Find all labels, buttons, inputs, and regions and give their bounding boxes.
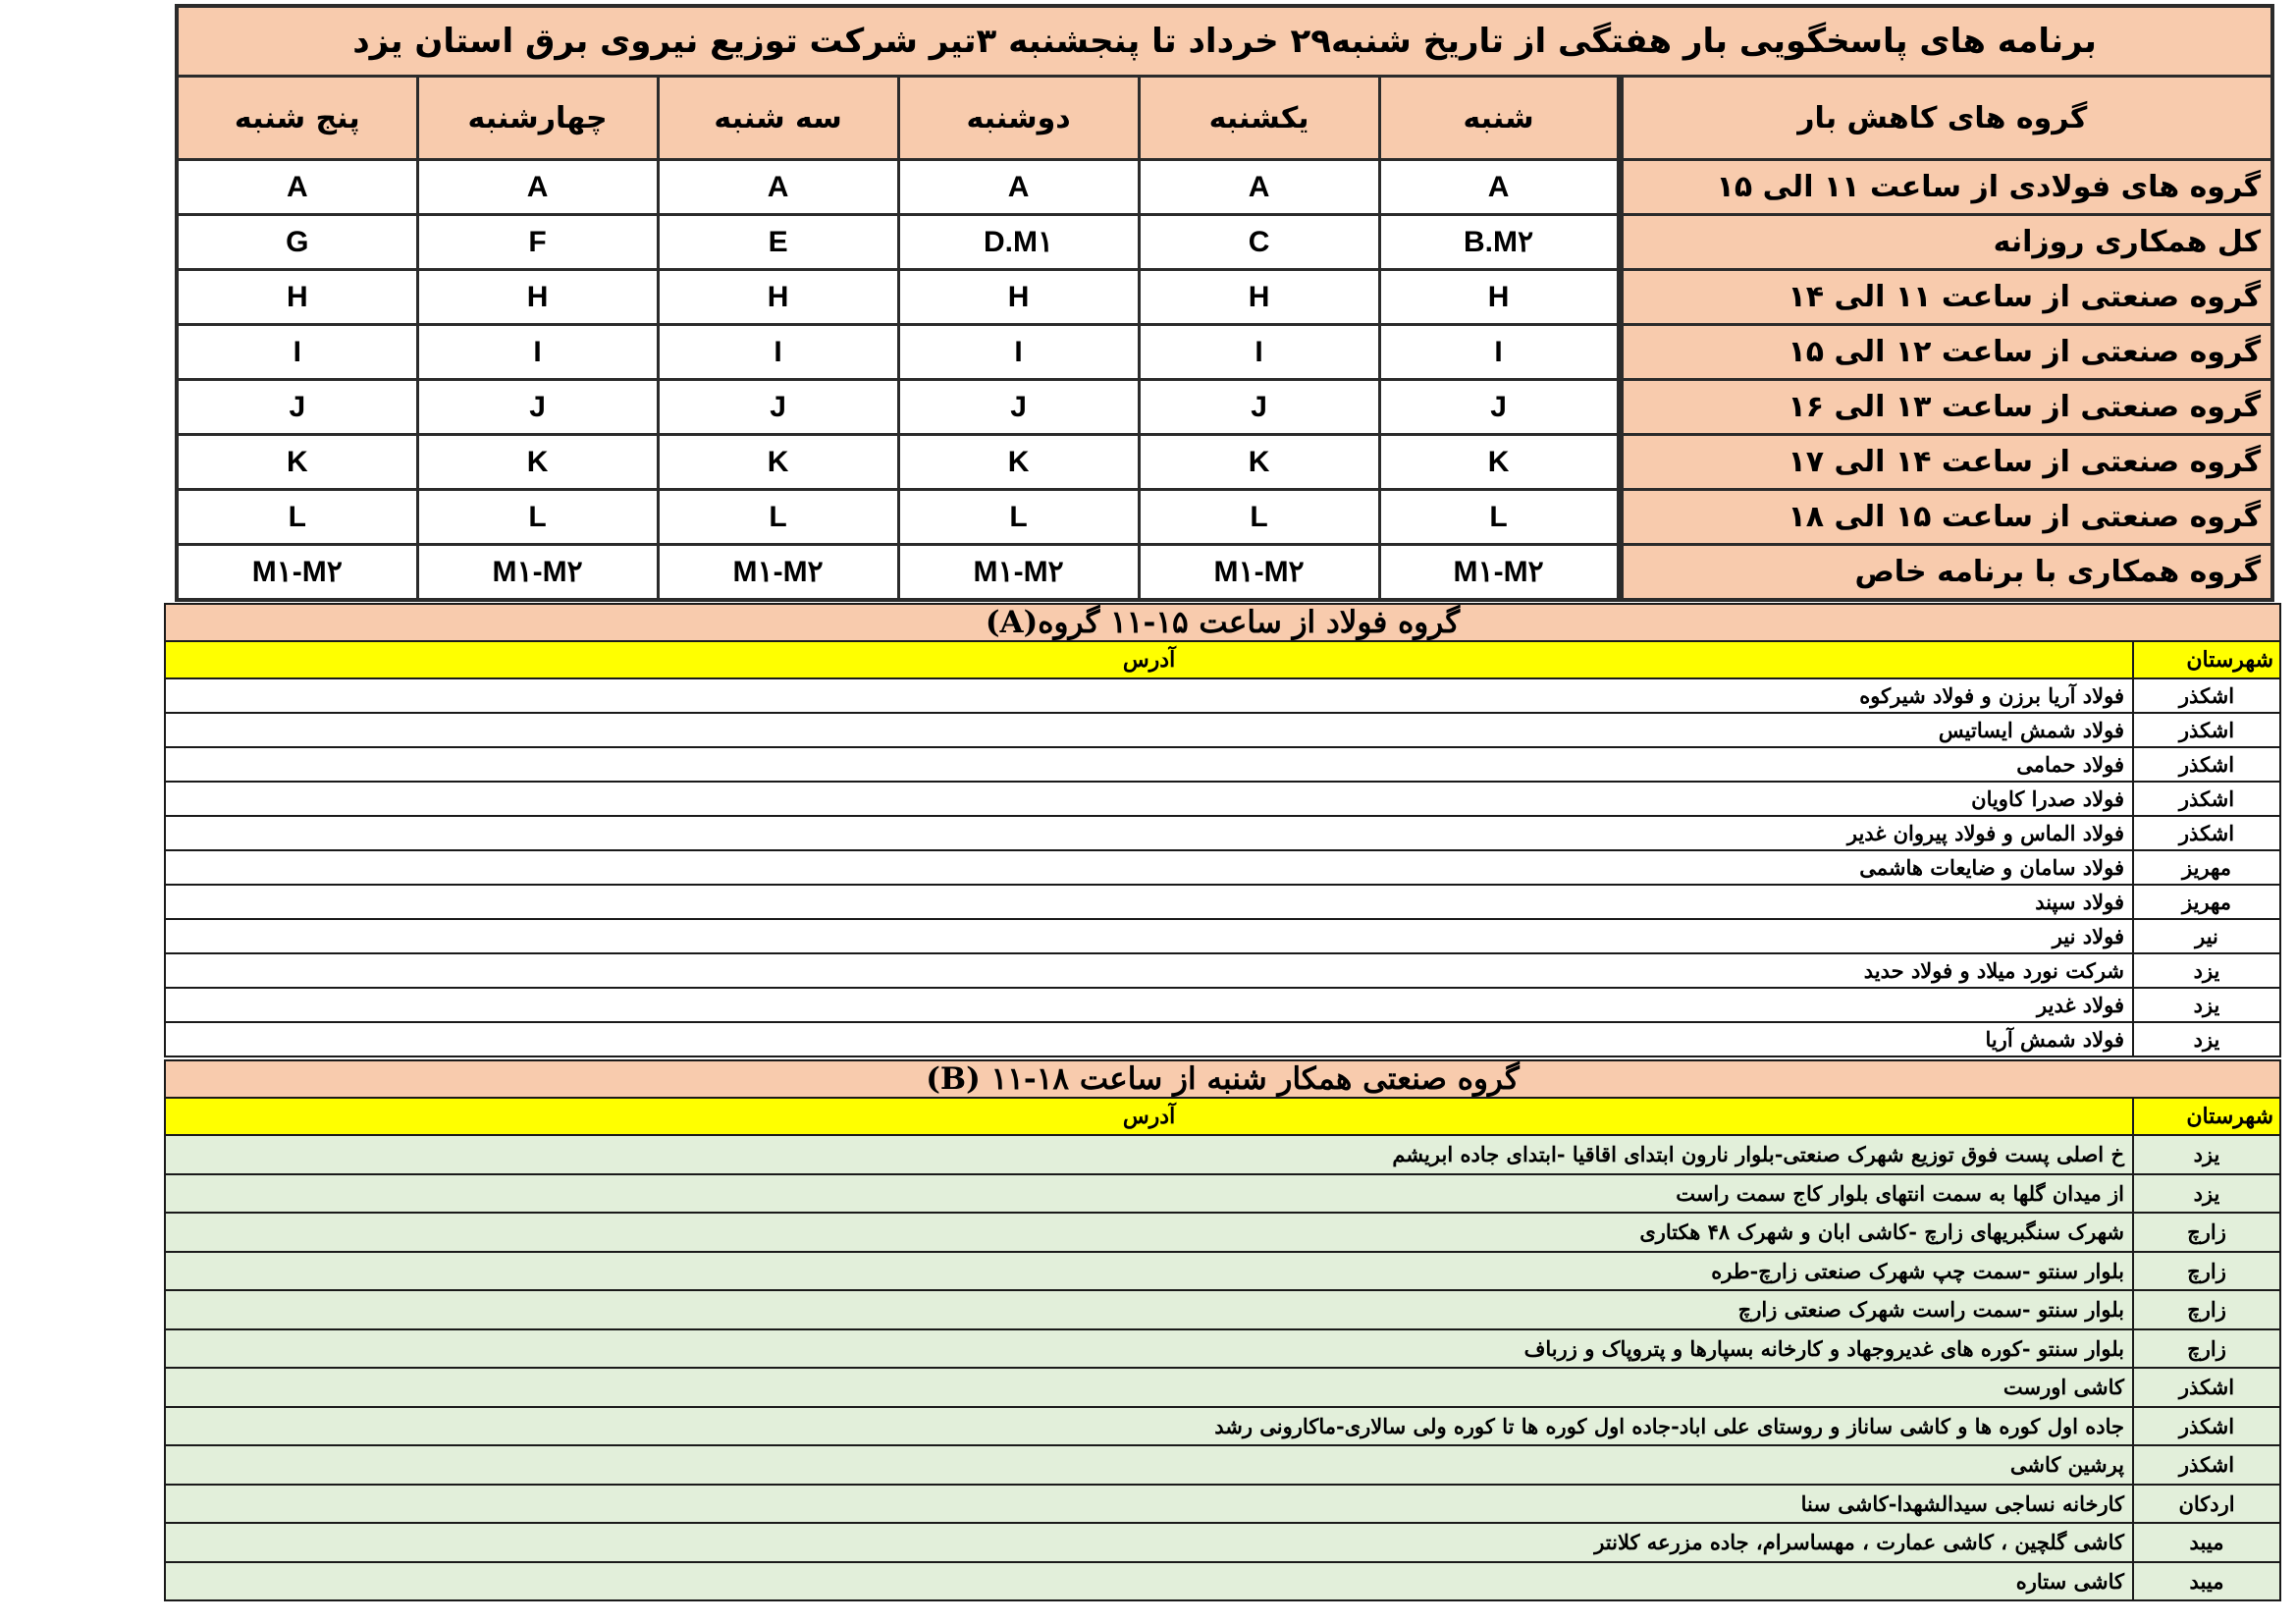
day-header: چهارشنبه (417, 77, 658, 160)
table-row (165, 1329, 2280, 1369)
schedule-row (177, 325, 2272, 380)
group-code: H (417, 270, 658, 325)
group-code: H (177, 270, 417, 325)
group-code: H (898, 270, 1139, 325)
schedule-row (177, 270, 2272, 325)
group-code: J (898, 380, 1139, 435)
city-cell: اشکذر (2133, 1368, 2280, 1407)
group-code: C (1139, 215, 1379, 270)
group-code: J (417, 380, 658, 435)
city-cell: اشکذر (2133, 678, 2280, 713)
address-cell: کاشی اورست (165, 1368, 2133, 1407)
schedule-row (177, 380, 2272, 435)
group-code: L (1139, 490, 1379, 545)
address-cell: خ اصلی پست فوق توزیع شهرک صنعتی-بلوار نارون ابتدای اقاقیا -ابتدای جاده ابریشم (165, 1135, 2133, 1174)
city-cell: اردکان (2133, 1485, 2280, 1524)
day-header: سه شنبه (658, 77, 898, 160)
group-label: گروه صنعتی از ساعت ۱۴ الی ۱۷ (1620, 435, 2272, 490)
schedule-row (177, 490, 2272, 545)
address-cell: شرکت نورد میلاد و فولاد حدید (165, 953, 2133, 988)
group-code: A (177, 160, 417, 215)
group-label: گروه صنعتی از ساعت ۱۵ الی ۱۸ (1620, 490, 2272, 545)
address-cell: جاده اول کوره ها و کاشی ساناز و روستای علی اباد-جاده اول کوره ها تا کوره ولی سالاری-ماکارونی رشد (165, 1407, 2133, 1446)
city-column-header: شهرستان (2133, 641, 2280, 678)
group-code: J (1139, 380, 1379, 435)
section-a-title: گروه فولاد از ساعت ۱۵-۱۱ گروه(A) (165, 604, 2280, 641)
address-cell: بلوار سنتو -کوره های غدیروجهاد و کارخانه بسپارها و پتروپاک و زرباف (165, 1329, 2133, 1369)
group-column-header: گروه های کاهش بار (1620, 77, 2272, 160)
table-row (165, 1485, 2280, 1524)
table-row (165, 1562, 2280, 1601)
table-row (165, 988, 2280, 1022)
city-cell: یزد (2133, 1135, 2280, 1174)
table-row (165, 1252, 2280, 1291)
address-cell: فولاد حمامی (165, 747, 2133, 782)
table-row (165, 885, 2280, 919)
group-code: I (417, 325, 658, 380)
city-cell: زارچ (2133, 1213, 2280, 1252)
city-cell: میبد (2133, 1523, 2280, 1562)
group-code: J (658, 380, 898, 435)
city-cell: یزد (2133, 1174, 2280, 1214)
address-cell: کاشی ستاره (165, 1562, 2133, 1601)
address-cell: پرشین کاشی (165, 1445, 2133, 1485)
city-cell: زارچ (2133, 1329, 2280, 1369)
schedule-row (177, 435, 2272, 490)
city-cell: اشکذر (2133, 713, 2280, 747)
group-code: I (898, 325, 1139, 380)
address-column-header: آدرس (165, 1098, 2133, 1135)
schedule-row (177, 215, 2272, 270)
table-row (165, 1290, 2280, 1329)
table-row (165, 747, 2280, 782)
address-cell: فولاد صدرا کاویان (165, 782, 2133, 816)
city-cell: یزد (2133, 988, 2280, 1022)
group-code: K (417, 435, 658, 490)
steel-group-table (164, 603, 2281, 1057)
group-code: M۱-M۲ (658, 545, 898, 601)
table-row (165, 953, 2280, 988)
table-row (165, 713, 2280, 747)
address-column-header: آدرس (165, 641, 2133, 678)
city-cell: اشکذر (2133, 1407, 2280, 1446)
group-code: A (1379, 160, 1620, 215)
schedule-row (177, 160, 2272, 215)
group-code: L (658, 490, 898, 545)
table-row (165, 1022, 2280, 1056)
table-row (165, 782, 2280, 816)
group-code: K (177, 435, 417, 490)
group-code: A (1139, 160, 1379, 215)
city-cell: یزد (2133, 953, 2280, 988)
group-code: J (1379, 380, 1620, 435)
day-header: یکشنبه (1139, 77, 1379, 160)
address-cell: فولاد سپند (165, 885, 2133, 919)
group-code: A (898, 160, 1139, 215)
table-row (165, 678, 2280, 713)
table-row (165, 816, 2280, 850)
group-code: H (1139, 270, 1379, 325)
table-row (165, 1174, 2280, 1214)
city-cell: مهریز (2133, 885, 2280, 919)
city-cell: اشکذر (2133, 782, 2280, 816)
address-cell: فولاد نیر (165, 919, 2133, 953)
schedule-row (177, 545, 2272, 601)
city-cell: اشکذر (2133, 1445, 2280, 1485)
group-code: K (1139, 435, 1379, 490)
group-code: M۱-M۲ (898, 545, 1139, 601)
group-code: I (1139, 325, 1379, 380)
group-code: G (177, 215, 417, 270)
table-row (165, 1135, 2280, 1174)
address-cell: فولاد غدیر (165, 988, 2133, 1022)
table-row (165, 1523, 2280, 1562)
group-code: D.M۱ (898, 215, 1139, 270)
group-code: L (417, 490, 658, 545)
address-cell: بلوار سنتو -سمت چپ شهرک صنعتی زارچ-طره (165, 1252, 2133, 1291)
group-code: K (898, 435, 1139, 490)
address-cell: فولاد آریا برزن و فولاد شیرکوه (165, 678, 2133, 713)
group-code: M۱-M۲ (417, 545, 658, 601)
section-b-title: گروه صنعتی همکار شنبه از ساعت ۱۸-۱۱ (B) (165, 1060, 2280, 1098)
city-cell: یزد (2133, 1022, 2280, 1056)
group-code: M۱-M۲ (1379, 545, 1620, 601)
address-cell: کاشی گلچین ، کاشی عمارت ، مهساسرام، جاده مزرعه کلانتر (165, 1523, 2133, 1562)
table-row (165, 1407, 2280, 1446)
address-cell: فولاد شمش ایساتیس (165, 713, 2133, 747)
group-code: B.M۲ (1379, 215, 1620, 270)
group-code: A (417, 160, 658, 215)
group-code: M۱-M۲ (1139, 545, 1379, 601)
group-code: M۱-M۲ (177, 545, 417, 601)
table-row (165, 1368, 2280, 1407)
group-code: H (658, 270, 898, 325)
table-row (165, 1445, 2280, 1485)
address-cell: کارخانه نساجی سیدالشهدا-کاشی سنا (165, 1485, 2133, 1524)
industrial-saturday-group-table (164, 1059, 2281, 1601)
city-cell: زارچ (2133, 1252, 2280, 1291)
group-label: کل همکاری روزانه (1620, 215, 2272, 270)
group-label: گروه صنعتی از ساعت ۱۲ الی ۱۵ (1620, 325, 2272, 380)
address-cell: از میدان گلها به سمت انتهای بلوار کاج سمت راست (165, 1174, 2133, 1214)
group-label: گروه صنعتی از ساعت ۱۱ الی ۱۴ (1620, 270, 2272, 325)
group-code: H (1379, 270, 1620, 325)
load-reduction-schedule-table (175, 4, 2274, 602)
table-row (165, 850, 2280, 885)
address-cell: فولاد شمش آریا (165, 1022, 2133, 1056)
schedule-title: برنامه های پاسخگویی بار هفتگی از تاریخ شنبه۲۹ خرداد تا پنجشنبه ۳تیر شرکت توزیع نیروی برق استان یزد (177, 6, 2272, 77)
day-header: دوشنبه (898, 77, 1139, 160)
day-header: شنبه (1379, 77, 1620, 160)
group-code: I (1379, 325, 1620, 380)
city-cell: اشکذر (2133, 747, 2280, 782)
city-cell: مهریز (2133, 850, 2280, 885)
city-cell: اشکذر (2133, 816, 2280, 850)
city-column-header: شهرستان (2133, 1098, 2280, 1135)
city-cell: نیر (2133, 919, 2280, 953)
address-cell: شهرک سنگبریهای زارچ -کاشی ابان و شهرک ۴۸ هکتاری (165, 1213, 2133, 1252)
group-code: L (177, 490, 417, 545)
group-code: K (1379, 435, 1620, 490)
group-label: گروه همکاری با برنامه خاص (1620, 545, 2272, 601)
group-code: K (658, 435, 898, 490)
group-code: E (658, 215, 898, 270)
group-code: I (177, 325, 417, 380)
group-code: L (898, 490, 1139, 545)
group-code: I (658, 325, 898, 380)
day-header: پنج شنبه (177, 77, 417, 160)
address-cell: فولاد سامان و ضایعات هاشمی (165, 850, 2133, 885)
address-cell: بلوار سنتو -سمت راست شهرک صنعتی زارچ (165, 1290, 2133, 1329)
group-code: F (417, 215, 658, 270)
address-cell: فولاد الماس و فولاد پیروان غدیر (165, 816, 2133, 850)
group-code: L (1379, 490, 1620, 545)
group-code: J (177, 380, 417, 435)
group-label: گروه های فولادی از ساعت ۱۱ الی ۱۵ (1620, 160, 2272, 215)
city-cell: زارچ (2133, 1290, 2280, 1329)
group-code: A (658, 160, 898, 215)
city-cell: میبد (2133, 1562, 2280, 1601)
group-label: گروه صنعتی از ساعت ۱۳ الی ۱۶ (1620, 380, 2272, 435)
table-row (165, 1213, 2280, 1252)
table-row (165, 919, 2280, 953)
